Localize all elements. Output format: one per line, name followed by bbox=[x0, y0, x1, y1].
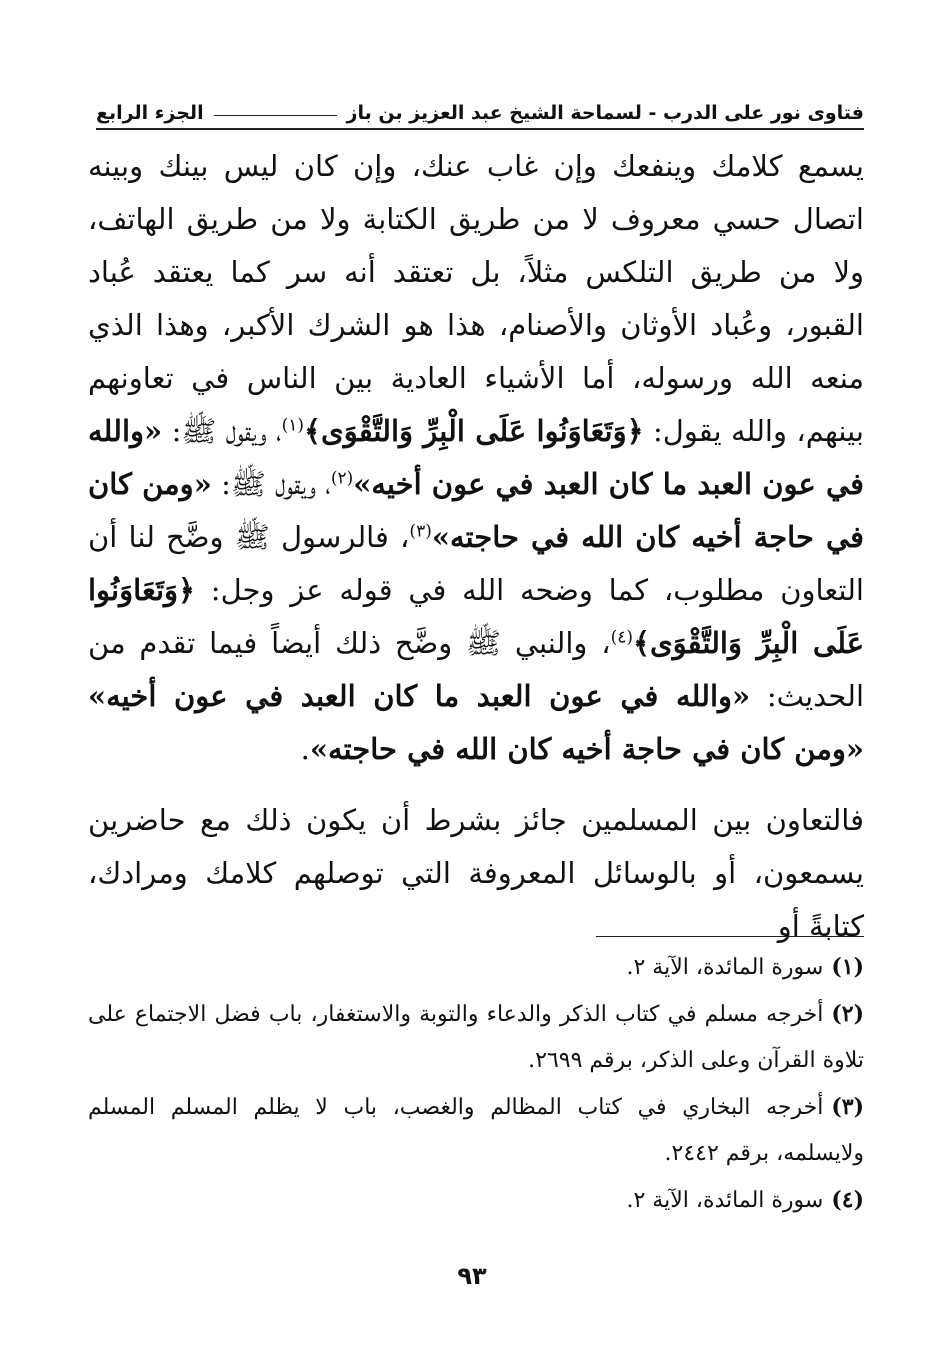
hadith-quote: «والله في عون العبد ما كان العبد في عون أخيه» bbox=[88, 414, 865, 501]
paragraph-1 bbox=[88, 140, 864, 776]
footnote-separator bbox=[596, 936, 864, 937]
footnote-3 bbox=[88, 1084, 864, 1177]
text-run: ، ويقول ﷺ: bbox=[162, 414, 282, 448]
footnote-ref-4: (٤) bbox=[610, 627, 633, 648]
footnote-ref-3: (٣) bbox=[409, 521, 432, 542]
header-volume: الجزء الرابع bbox=[96, 102, 204, 124]
footnote-2 bbox=[88, 991, 864, 1084]
footnote-1 bbox=[88, 944, 864, 991]
quran-verse: ﴿وَتَعَاوَنُوا عَلَى الْبِرِّ وَالتَّقْوَى﴾ bbox=[304, 414, 644, 448]
footnote-ref-1: (١) bbox=[281, 415, 305, 436]
footnote-text: سورة المائدة، الآية ٢. bbox=[626, 1188, 824, 1213]
footnote-4 bbox=[88, 1177, 864, 1224]
footnote-number: (١) bbox=[831, 954, 864, 980]
footnote-number: (٤) bbox=[831, 1187, 864, 1213]
hadith-quote: «ومن كان في حاجة أخيه كان الله في حاجته» bbox=[88, 467, 865, 554]
text-run: ، ويقول ﷺ: bbox=[211, 467, 331, 501]
quran-verse: ﴿وَتَعَاوَنُوا عَلَى الْبِرِّ وَالتَّقْوَى﴾ bbox=[88, 573, 865, 660]
footnote-number: (٢) bbox=[831, 1001, 864, 1027]
header-rule bbox=[214, 115, 337, 116]
footnote-text: أخرجه مسلم في كتاب الذكر والدعاء والتوبة والاستغفار، باب فضل الاجتماع على تلاوة القرآن وعلى الذكر، برقم ٢٦٩٩. bbox=[88, 1002, 864, 1073]
running-header bbox=[96, 90, 864, 130]
text-run: ، والنبي ﷺ وضَّح ذلك أيضاً فيما تقدم من الحديث: bbox=[88, 626, 865, 713]
paragraph-2: فالتعاون بين المسلمين جائز بشرط أن يكون ذلك مع حاضرين يسمعون، أو بالوسائل المعروفة التي توصلهم كلامك ومرادك، كتابةً أو bbox=[88, 803, 864, 943]
header-book-title: فتاوى نور على الدرب - لسماحة الشيخ عبد العزيز بن باز bbox=[346, 102, 864, 124]
hadith-quote: «والله في عون العبد ما كان العبد في عون أخيه» «ومن كان في حاجة أخيه كان الله في حاجته» bbox=[88, 679, 864, 766]
footnote-number: (٣) bbox=[831, 1094, 864, 1120]
footnote-text: أخرجه البخاري في كتاب المظالم والغصب، باب لا يظلم المسلم المسلم ولايسلمه، برقم ٢٤٤٢. bbox=[88, 1095, 864, 1166]
footnote-ref-2: (٢) bbox=[330, 468, 354, 489]
page-number: ٩٣ bbox=[457, 1262, 487, 1290]
text-run: . bbox=[300, 732, 310, 766]
footnotes bbox=[88, 944, 864, 1224]
text-run: ، فالرسول ﷺ وضَّح لنا أن التعاون مطلوب، كما وضحه الله في قوله عز وجل: bbox=[88, 520, 864, 607]
main-text bbox=[88, 140, 864, 953]
text-run: يسمع كلامك وينفعك وإن غاب عنك، وإن كان ليس بينك وبينه اتصال حسي معروف لا من طريق الكتابة ولا من طريق الهاتف، ولا من طريق التلكس مثلاً، بل تعتقد أنه سر كما يعتقد عُباد القبور، وعُباد الأوثان والأصنام، هذا هو الشرك الأكبر، وهذا الذي منعه الله ورسوله، أما الأشياء العادية بين الناس في تعاونهم بينهم، والله يقول: bbox=[88, 149, 864, 448]
footnote-text: سورة المائدة، الآية ٢. bbox=[626, 955, 824, 980]
